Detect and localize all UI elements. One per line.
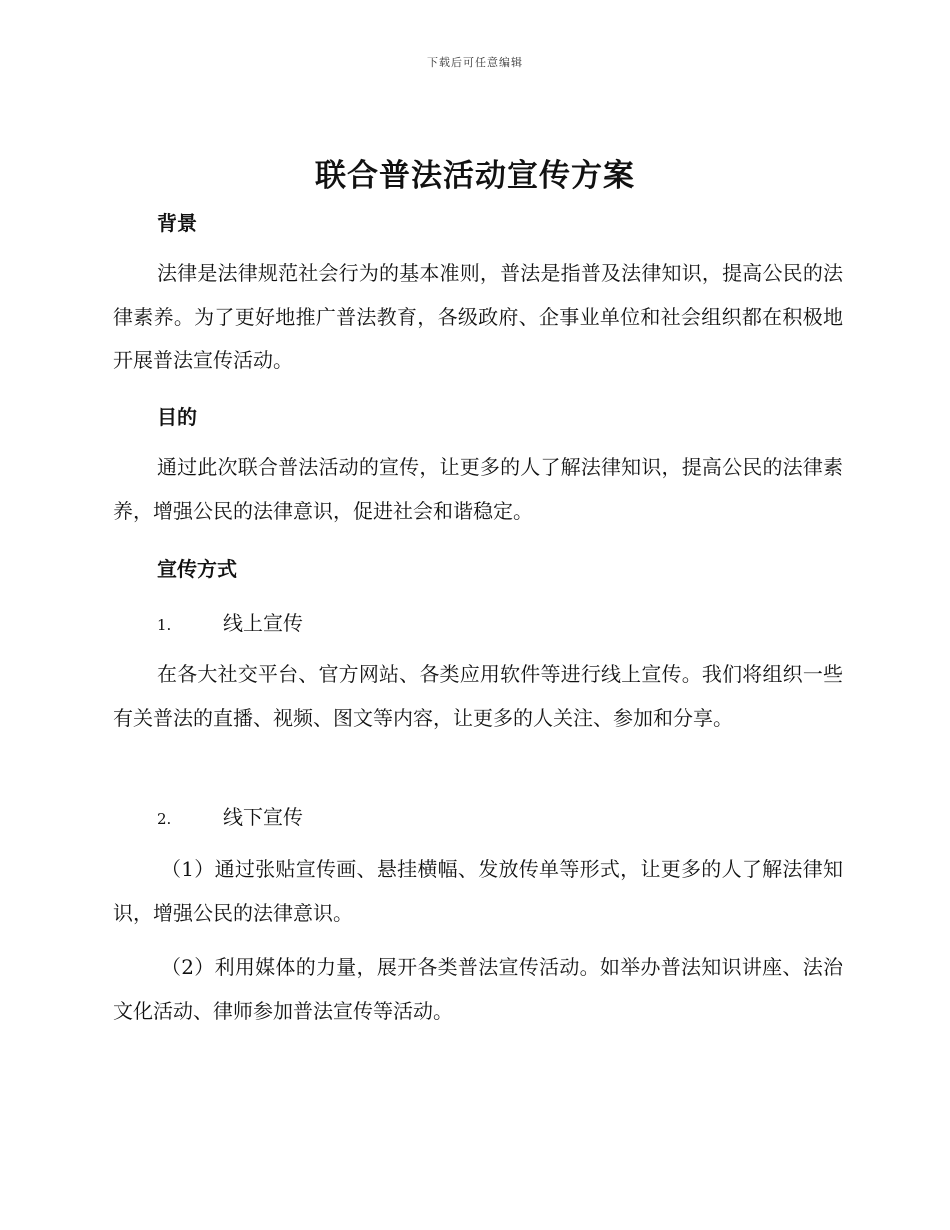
section-heading-background: 背景 xyxy=(157,211,197,235)
offline-paragraph-1: （1）通过张贴宣传画、悬挂横幅、发放传单等形式，让更多的人了解法律知识，增强公民的法律意识。 xyxy=(113,857,843,925)
section-heading-purpose: 目的 xyxy=(157,405,197,429)
section-heading-methods: 宣传方式 xyxy=(157,557,237,581)
offline-paragraph-2: （2）利用媒体的力量，展开各类普法宣传活动。如举办普法知识讲座、法治文化活动、律师参加普法宣传等活动。 xyxy=(113,955,843,1023)
list-label: 线下宣传 xyxy=(223,805,303,829)
list-number: 2. xyxy=(157,810,172,828)
online-paragraph: 在各大社交平台、官方网站、各类应用软件等进行线上宣传。我们将组织一些有关普法的直播、视频、图文等内容，让更多的人关注、参加和分享。 xyxy=(113,662,843,730)
list-label: 线上宣传 xyxy=(223,611,303,635)
purpose-paragraph: 通过此次联合普法活动的宣传，让更多的人了解法律知识，提高公民的法律素养，增强公民的法律意识，促进社会和谐稳定。 xyxy=(113,455,843,523)
header-note: 下载后可任意编辑 xyxy=(427,56,523,69)
list-number: 1. xyxy=(157,616,172,634)
list-item-online xyxy=(157,607,303,636)
list-item-offline xyxy=(157,801,303,830)
background-paragraph: 法律是法律规范社会行为的基本准则，普法是指普及法律知识，提高公民的法律素养。为了更好地推广普法教育，各级政府、企事业单位和社会组织都在积极地开展普法宣传活动。 xyxy=(113,261,843,372)
document-title: 联合普法活动宣传方案 xyxy=(315,158,635,194)
